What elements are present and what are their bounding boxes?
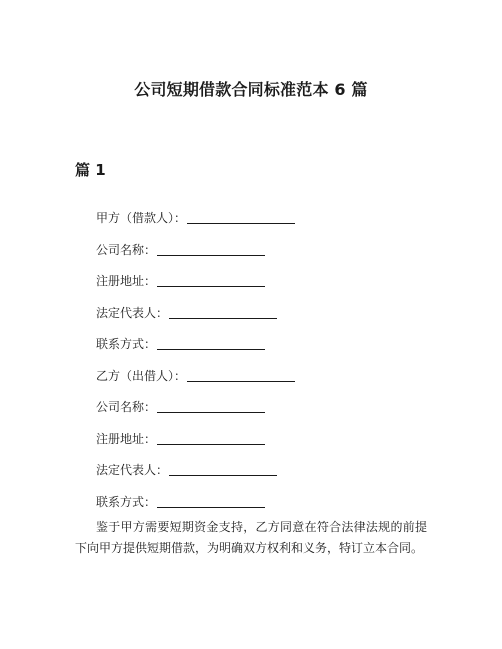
fill-in-blank[interactable] [187, 368, 295, 382]
fill-in-blank[interactable] [157, 273, 265, 287]
fill-in-blank[interactable] [157, 399, 265, 413]
fill-in-blank[interactable] [157, 494, 265, 508]
field-row-party-a [96, 210, 295, 242]
field-label: 联系方式： [96, 494, 157, 509]
field-row-representative-a [96, 305, 295, 337]
field-row-party-b [96, 368, 295, 400]
field-label: 法定代表人： [96, 305, 169, 320]
field-label: 联系方式： [96, 337, 157, 351]
fill-in-blank[interactable] [187, 210, 295, 224]
field-row-company-name-a [96, 242, 295, 274]
preamble-paragraph: 鉴于甲方需要短期资金支持，乙方同意在符合法律法规的前提下向甲方提供短期借款，为明确双方权利和义务，特订立本合同。 [75, 520, 427, 555]
field-label: 注册地址： [96, 274, 157, 288]
field-row-contact-a [96, 336, 295, 368]
fill-in-blank[interactable] [169, 462, 277, 476]
fill-in-blank[interactable] [157, 336, 265, 350]
fill-in-blank[interactable] [157, 431, 265, 445]
field-row-address-a [96, 273, 295, 305]
field-row-company-name-b [96, 399, 295, 431]
field-label: 公司名称： [96, 400, 157, 414]
field-label: 注册地址： [96, 431, 157, 446]
document-title: 公司短期借款合同标准范本 6 篇 [134, 80, 368, 99]
field-label: 法定代表人： [96, 463, 169, 477]
fill-in-blank[interactable] [169, 305, 277, 319]
field-label: 公司名称： [96, 242, 157, 257]
party-field-list [96, 210, 295, 525]
field-row-address-b [96, 431, 295, 463]
field-row-representative-b [96, 462, 295, 494]
field-label: 甲方（借款人）： [96, 211, 187, 225]
field-label: 乙方（出借人）： [96, 368, 187, 383]
section-heading: 篇 1 [75, 161, 106, 179]
fill-in-blank[interactable] [157, 242, 265, 256]
